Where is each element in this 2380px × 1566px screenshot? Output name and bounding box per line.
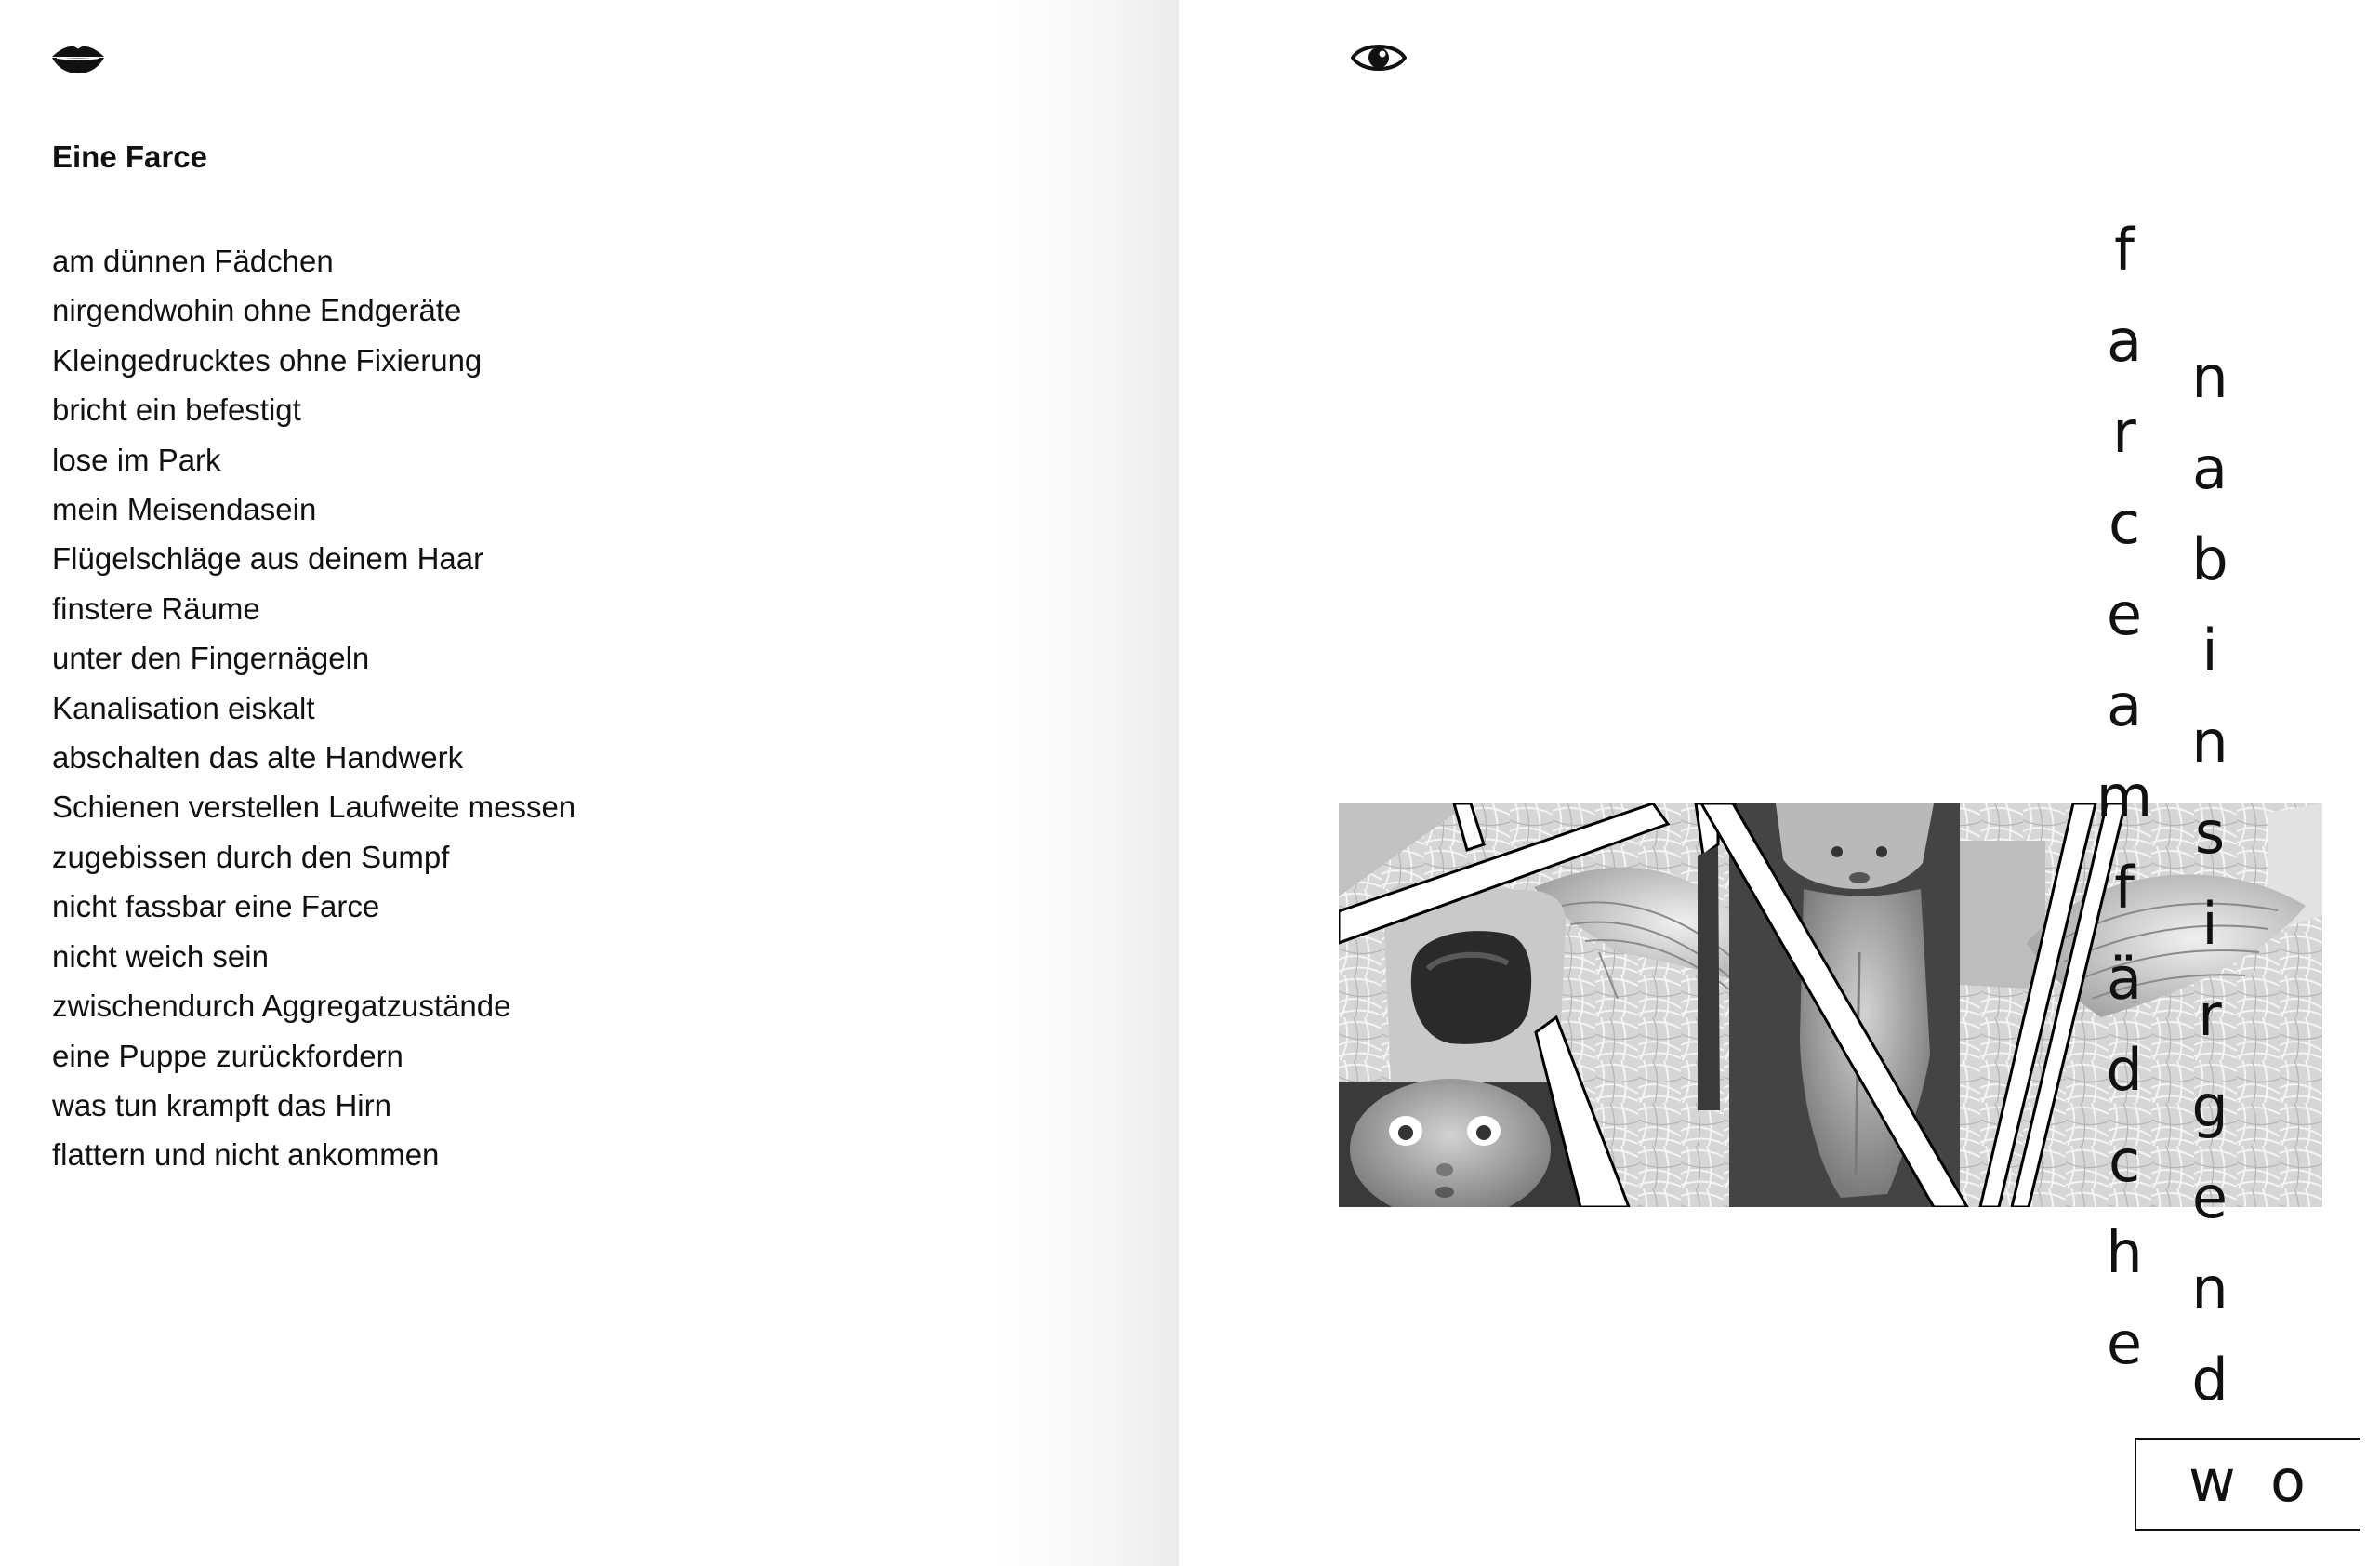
poem-line: eine Puppe zurückfordern xyxy=(52,1038,403,1073)
vertical-letter: a xyxy=(2107,671,2142,739)
vertical-letter: a xyxy=(2107,307,2142,375)
vertical-letter: g xyxy=(2191,1072,2228,1140)
poem-line: am dünnen Fädchen xyxy=(52,244,334,278)
vertical-letter: n xyxy=(2191,1254,2228,1322)
vertical-letter: i xyxy=(2202,617,2218,684)
vertical-letter: f xyxy=(2114,216,2135,284)
boxed-word-wo xyxy=(2135,1438,2360,1531)
poem-title: Eine Farce xyxy=(52,139,207,174)
vertical-letter: s xyxy=(2194,799,2226,867)
vertical-letter: n xyxy=(2191,343,2228,411)
vertical-letter: c xyxy=(2108,1127,2141,1195)
vertical-letter: r xyxy=(2112,398,2136,466)
vertical-letter: e xyxy=(2106,1309,2143,1377)
poem-line: finstere Räume xyxy=(52,591,260,626)
vertical-letter: f xyxy=(2114,854,2135,922)
doll-collage-image xyxy=(1339,799,2322,1207)
vertical-letter: n xyxy=(2191,708,2228,776)
poem-line: Flügelschläge aus deinem Haar xyxy=(52,541,484,577)
vertical-letter: i xyxy=(2202,890,2218,958)
vertical-letter: a xyxy=(2192,434,2228,502)
poem-line: Kanalisation eiskalt xyxy=(52,690,315,725)
vertical-letter: d xyxy=(2191,1346,2228,1413)
vertical-letter: c xyxy=(2108,489,2141,557)
poem-line: bricht ein befestigt xyxy=(52,392,301,428)
vertical-letter: h xyxy=(2106,1218,2143,1286)
poem-line: Schienen verstellen Laufweite messen xyxy=(52,790,576,825)
vertical-letter: b xyxy=(2191,525,2228,593)
poem-line: nirgendwohin ohne Endgeräte xyxy=(52,293,462,328)
vertical-letter: d xyxy=(2106,1036,2143,1104)
vertical-letter: m xyxy=(2096,763,2153,830)
poem-line: nicht weich sein xyxy=(52,938,269,974)
boxed-letter: w xyxy=(2188,1447,2236,1515)
left-page xyxy=(0,0,1179,1566)
lips-icon xyxy=(51,44,105,75)
poem-line: Kleingedrucktes ohne Fixierung xyxy=(52,342,483,378)
vertical-letter: e xyxy=(2106,580,2143,648)
vertical-letter: e xyxy=(2191,1163,2228,1231)
vertical-letter: r xyxy=(2198,981,2222,1049)
right-page xyxy=(1179,0,2380,1566)
poem-line: abschalten das alte Handwerk xyxy=(52,740,464,776)
poem-line: nicht fassbar eine Farce xyxy=(52,889,380,924)
boxed-letter: o xyxy=(2270,1447,2306,1515)
vertical-letter: ä xyxy=(2107,945,2142,1013)
poem-line: lose im Park xyxy=(52,442,221,477)
eye-icon xyxy=(1351,37,1407,76)
poem-line: unter den Fingernägeln xyxy=(52,641,370,676)
poem-line: zwischendurch Aggregatzustände xyxy=(52,989,511,1024)
poem-line: zugebissen durch den Sumpf xyxy=(52,839,450,874)
poem-body xyxy=(52,236,575,1180)
poem-line: flattern und nicht ankommen xyxy=(52,1137,440,1173)
poem-line: mein Meisendasein xyxy=(52,492,317,527)
poem-line: was tun krampft das Hirn xyxy=(52,1087,391,1122)
